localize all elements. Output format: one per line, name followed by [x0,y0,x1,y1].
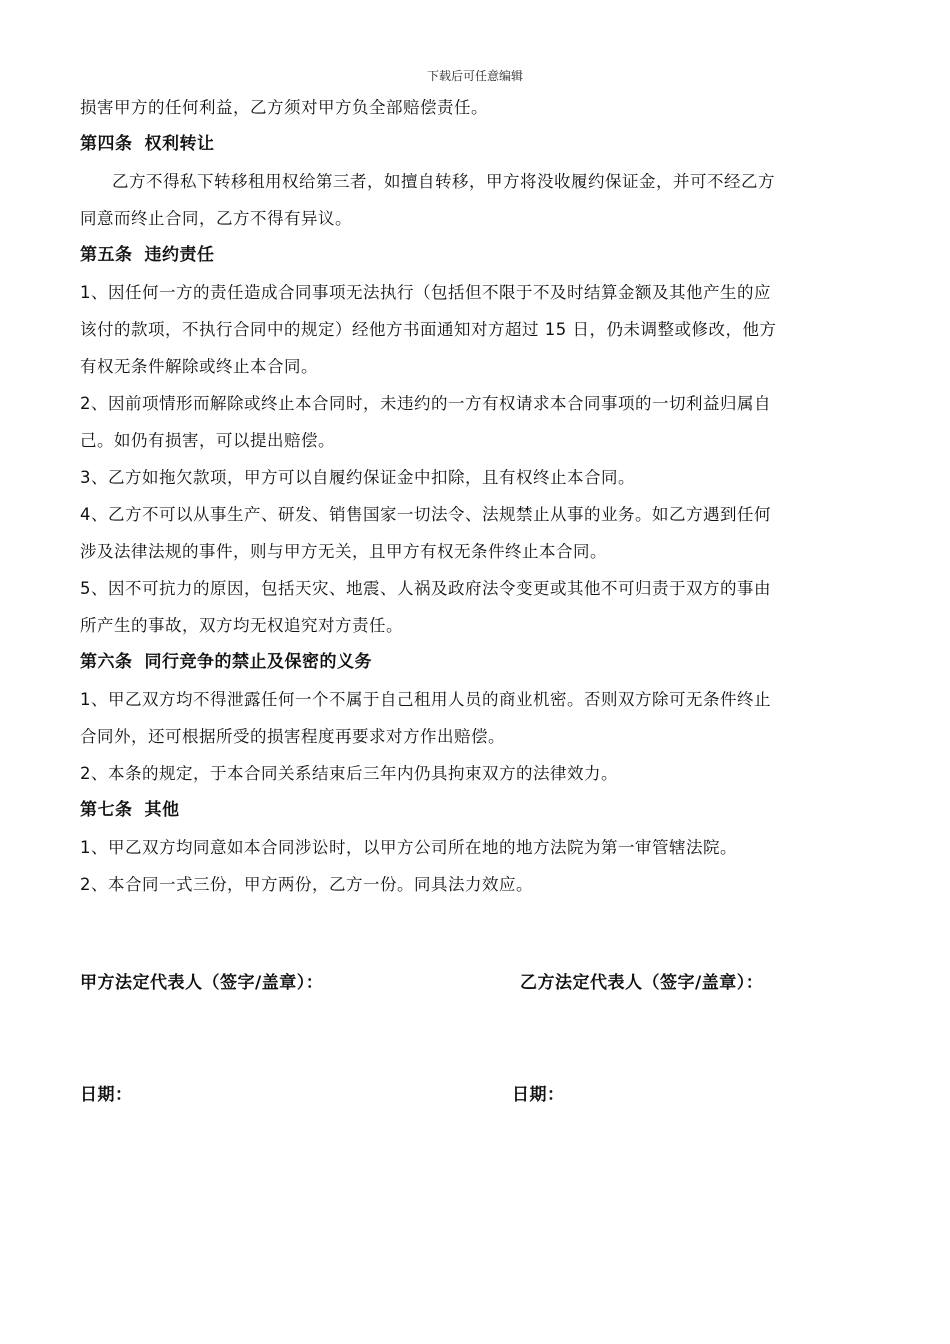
article-6-number: 第六条 [80,652,133,672]
article-4-line: 乙方不得私下转移租用权给第三者，如擅自转移，甲方将没收履约保证金，并可不经乙方 [112,172,775,191]
intro-line: 损害甲方的任何利益，乙方须对甲方负全部赔偿责任。 [80,98,488,117]
article-5-line: 4、乙方不可以从事生产、研发、销售国家一切法令、法规禁止从事的业务。如乙方遇到任何 [80,505,771,524]
article-5-line: 该付的款项，不执行合同中的规定）经他方书面通知对方超过 15 日，仍未调整或修改，他方 [80,320,777,339]
article-4-title: 权利转让 [144,134,215,154]
article-5-heading [80,237,870,274]
article-5-line: 2、因前项情形而解除或终止本合同时，未违约的一方有权请求本合同事项的一切利益归属自 [80,394,771,413]
party-b-rep-signature-label: 乙方法定代表人（签字/盖章）： [520,973,764,993]
article-4-heading [80,126,870,163]
article-5-title: 违约责任 [144,245,215,265]
article-6-title: 同行竞争的禁止及保密的义务 [144,652,372,672]
article-7-title: 其他 [144,800,180,820]
contract-body [80,89,870,903]
article-5-number: 第五条 [80,245,133,265]
article-5-line: 涉及法律法规的事件，则与甲方无关，且甲方有权无条件终止本合同。 [80,542,607,561]
article-5-line: 所产生的事故，双方均无权追究对方责任。 [80,616,403,635]
party-a-date-label: 日期： [80,1085,133,1105]
article-7-heading [80,792,870,829]
article-6-line: 1、甲乙双方均不得泄露任何一个不属于自己租用人员的商业机密。否则双方除可无条件终止 [80,690,771,709]
article-7-line: 1、甲乙双方均同意如本合同涉讼时，以甲方公司所在地的地方法院为第一审管辖法院。 [80,838,737,857]
article-7-line: 2、本合同一式三份，甲方两份，乙方一份。同具法力效应。 [80,875,533,894]
article-6-line: 2、本条的规定，于本合同关系结束后三年内仍具拘束双方的法律效力。 [80,764,618,783]
party-b-date-label: 日期： [512,1085,565,1105]
article-4-number: 第四条 [80,134,133,154]
article-5-line: 1、因任何一方的责任造成合同事项无法执行（包括但不限于不及时结算金额及其他产生的应 [80,283,771,302]
article-5-line: 己。如仍有损害，可以提出赔偿。 [80,431,335,450]
article-5-line: 有权无条件解除或终止本合同。 [80,357,318,376]
article-6-heading [80,644,870,681]
article-5-line: 3、乙方如拖欠款项，甲方可以自履约保证金中扣除，且有权终止本合同。 [80,468,635,487]
header-note: 下载后可任意编辑 [426,69,523,83]
article-7-number: 第七条 [80,800,133,820]
article-6-line: 合同外，还可根据所受的损害程度再要求对方作出赔偿。 [80,727,505,746]
article-5-line: 5、因不可抗力的原因，包括天灾、地震、人祸及政府法令变更或其他不可归责于双方的事由 [80,579,771,598]
article-4-line: 同意而终止合同，乙方不得有异议。 [80,209,352,228]
party-a-rep-signature-label: 甲方法定代表人（签字/盖章）： [80,973,324,993]
